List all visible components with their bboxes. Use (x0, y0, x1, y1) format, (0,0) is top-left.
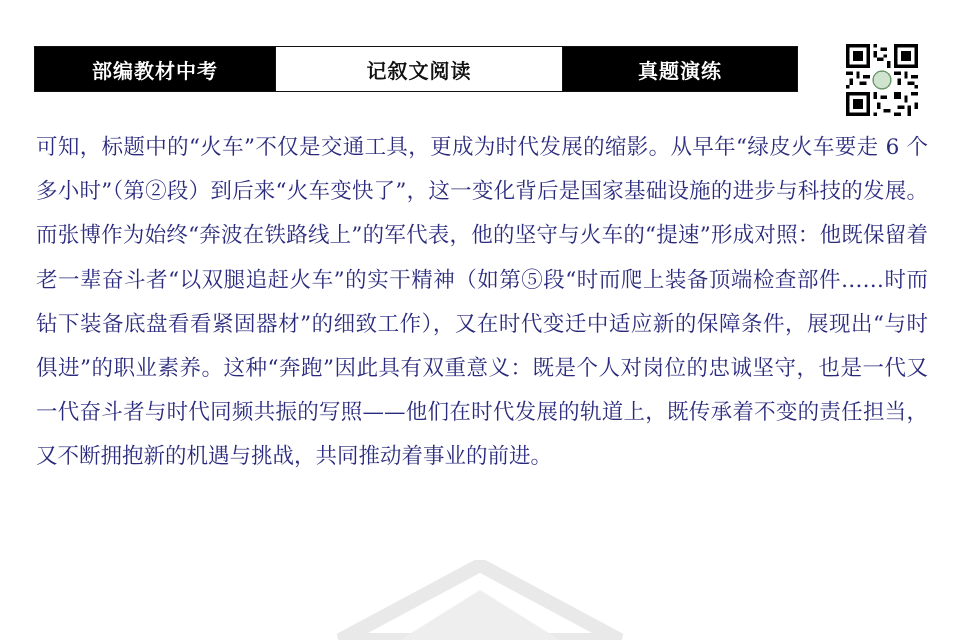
watermark-logo (330, 560, 630, 640)
qr-code-icon (846, 44, 918, 116)
answer-paragraph: 可知，标题中的“火车”不仅是交通工具，更成为时代发展的缩影。从早年“绿皮火车要走 6 个多小时”（第②段）到后来“火车变快了”，这一变化背后是国家基础设施的进步与科技的发展。而张博作为始终“奔波在铁路线上”的军代表，他的坚守与火车的“提速”形成对照：他既保留着老一辈奋斗者“以双腿追赶火车”的实干精神（如第⑤段“时而爬上装备顶端检查部件……时而钻下装备底盘看看紧固器材”的细致工作），又在时代变迁中适应新的保障条件，展现出“与时俱进”的职业素养。这种“奔跑”因此具有双重意义：既是个人对岗位的忠诚坚守，也是一代又一代奋斗者与时代同频共振的写照——他们在时代发展的轨道上，既传承着不变的责任担当，又不断拥抱新的机遇与挑战，共同推动着事业的前进。 (36, 135, 928, 470)
header-right-label: 真题演练 (563, 47, 797, 91)
header-left-label: 部编教材中考 (35, 47, 275, 91)
header-bar (34, 46, 798, 92)
header-center-label: 记叙文阅读 (275, 47, 563, 91)
